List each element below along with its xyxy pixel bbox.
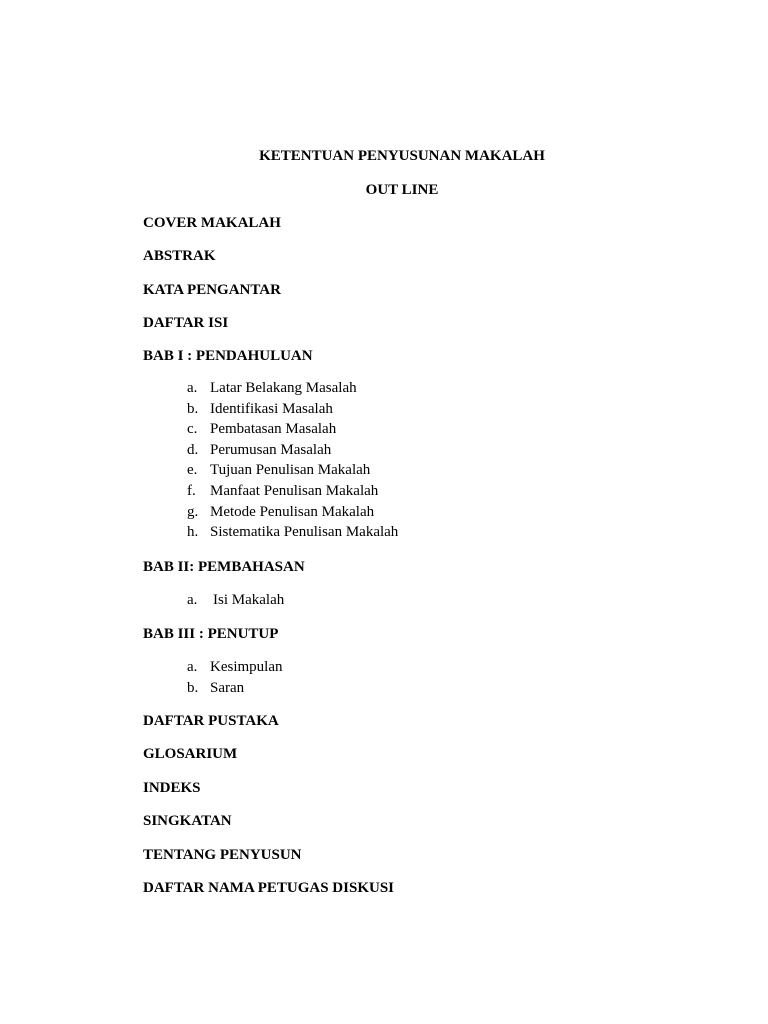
section-bab2-heading: BAB II: PEMBAHASAN bbox=[143, 559, 305, 575]
section-singkatan: SINGKATAN bbox=[143, 813, 232, 829]
section-kata-pengantar: KATA PENGANTAR bbox=[143, 282, 281, 298]
list-item-text: Latar Belakang Masalah bbox=[210, 380, 357, 396]
list-marker: a. bbox=[187, 380, 198, 396]
list-item-text: Metode Penulisan Makalah bbox=[210, 503, 375, 520]
section-indeks: INDEKS bbox=[143, 780, 201, 796]
list-item-text: Kesimpulan bbox=[210, 659, 283, 675]
section-bab1-heading: BAB I : PENDAHULUAN bbox=[143, 348, 313, 364]
document-subtitle: OUT LINE bbox=[365, 182, 439, 198]
document-title: KETENTUAN PENYUSUNAN MAKALAH bbox=[259, 148, 545, 164]
list-item-text: Perumusan Masalah bbox=[210, 441, 332, 458]
list-item-text: Tujuan Penulisan Makalah bbox=[210, 462, 371, 479]
list-marker: e. bbox=[187, 462, 198, 479]
list-item-text: Pembatasan Masalah bbox=[210, 421, 337, 438]
section-daftar-isi: DAFTAR ISI bbox=[143, 315, 229, 331]
list-marker: d. bbox=[187, 441, 199, 458]
list-marker: b. bbox=[187, 400, 199, 417]
section-daftar-pustaka: DAFTAR PUSTAKA bbox=[143, 713, 279, 729]
list-marker: h. bbox=[187, 524, 199, 541]
list-marker: g. bbox=[187, 503, 199, 520]
section-cover: COVER MAKALAH bbox=[143, 215, 281, 231]
list-marker: a. bbox=[187, 592, 198, 608]
list-marker: b. bbox=[187, 679, 199, 696]
list-item-text: Isi Makalah bbox=[213, 592, 285, 608]
section-tentang-penyusun: TENTANG PENYUSUN bbox=[143, 847, 302, 863]
list-marker: c. bbox=[187, 421, 198, 438]
list-item-text: Sistematika Penulisan Makalah bbox=[210, 524, 399, 541]
section-abstrak: ABSTRAK bbox=[143, 248, 216, 264]
list-marker: f. bbox=[187, 482, 196, 499]
list-item-text: Saran bbox=[210, 679, 245, 696]
section-daftar-nama: DAFTAR NAMA PETUGAS DISKUSI bbox=[143, 880, 395, 896]
section-bab3-heading: BAB III : PENUTUP bbox=[143, 626, 279, 642]
list-marker: a. bbox=[187, 659, 198, 675]
list-item-text: Identifikasi Masalah bbox=[210, 400, 333, 417]
section-glosarium: GLOSARIUM bbox=[143, 746, 238, 762]
list-item-text: Manfaat Penulisan Makalah bbox=[210, 482, 379, 499]
